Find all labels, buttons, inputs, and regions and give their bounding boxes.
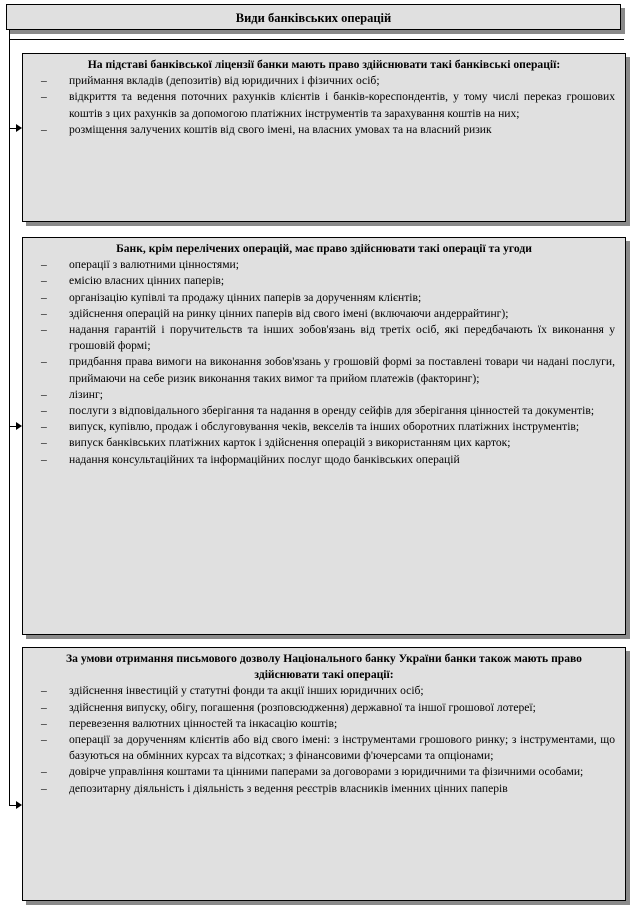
list-item: – емісію власних цінних паперів; [33,273,615,289]
list-item: – лізинг; [33,387,615,403]
operations-list [33,73,615,138]
diagram-title: Види банківських операцій [6,4,621,30]
list-item: – випуск, купівлю, продаж і обслуговування чеків, векселів та інших оборотних платіжних інструментів; [33,419,615,435]
connector-top-rule [9,39,624,40]
box-additional-operations [22,237,626,635]
list-item: – придбання права вимоги на виконання зобов'язань у грошовій формі за поставлені товари чи надані послуги, приймаючи на себе ризик виконання таких вимог та прийом платежів (факторинг); [33,354,615,386]
list-item: – надання гарантій і поручительств та інших зобов'язань від третіх осіб, які передбачають їх виконання у грошовій формі; [33,322,615,354]
list-item: – здійснення інвестицій у статутні фонди та акції інших юридичних осіб; [33,683,615,699]
box-heading: Банк, крім перелічених операцій, має право здійснювати такі операції та угоди [116,242,532,255]
box-heading: За умови отримання письмового дозволу Національного банку України банки також мають право здійснювати такі операції: [66,652,582,682]
list-item: – розміщення залучених коштів від свого імені, на власних умовах та на власний ризик [33,122,615,138]
list-item: – послуги з відповідального зберігання та надання в оренду сейфів для зберігання цінностей та документів; [33,403,615,419]
list-item: – надання консультаційних та інформаційних послуг щодо банківських операцій [33,452,615,468]
list-item: – операції з валютними цінностями; [33,257,615,273]
list-item: – організацію купівлі та продажу цінних паперів за дорученням клієнтів; [33,290,615,306]
list-item: – операції за дорученням клієнтів або від свого імені: з інструментами грошового ринку; з інструментами, що базуються на обмінних курсах та відсотках; з фінансовими ф'ючерсами та опціонами; [33,732,615,764]
box-heading: На підставі банківської ліцензії банки мають право здійснювати такі банківські операції: [87,58,561,71]
list-item: – випуск банківських платіжних карток і здійснення операцій з використанням цих карток; [33,435,615,451]
list-item: – депозитарну діяльність і діяльність з ведення реєстрів власників іменних цінних паперів [33,781,615,797]
list-item: – приймання вкладів (депозитів) від юридичних і фізичних осіб; [33,73,615,89]
operations-list [33,683,615,796]
list-item: – здійснення випуску, обігу, погашення (розповсюдження) державної та іншої грошової лотереї; [33,700,615,716]
box-nbu-permit-operations [22,647,626,901]
list-item: – здійснення операцій на ринку цінних паперів від свого імені (включаючи андеррайтинг); [33,306,615,322]
connector-trunk [9,30,10,805]
list-item: – довірче управління коштами та цінними паперами за договорами з юридичними та фізичними особами; [33,764,615,780]
list-item: – відкриття та ведення поточних рахунків клієнтів і банків-кореспондентів, у тому числі переказ грошових коштів з цих рахунків за допомогою платіжних інструментів та зарахування коштів на них; [33,89,615,121]
list-item: – перевезення валютних цінностей та інкасацію коштів; [33,716,615,732]
box-licensed-operations [22,53,626,222]
operations-list [33,257,615,468]
